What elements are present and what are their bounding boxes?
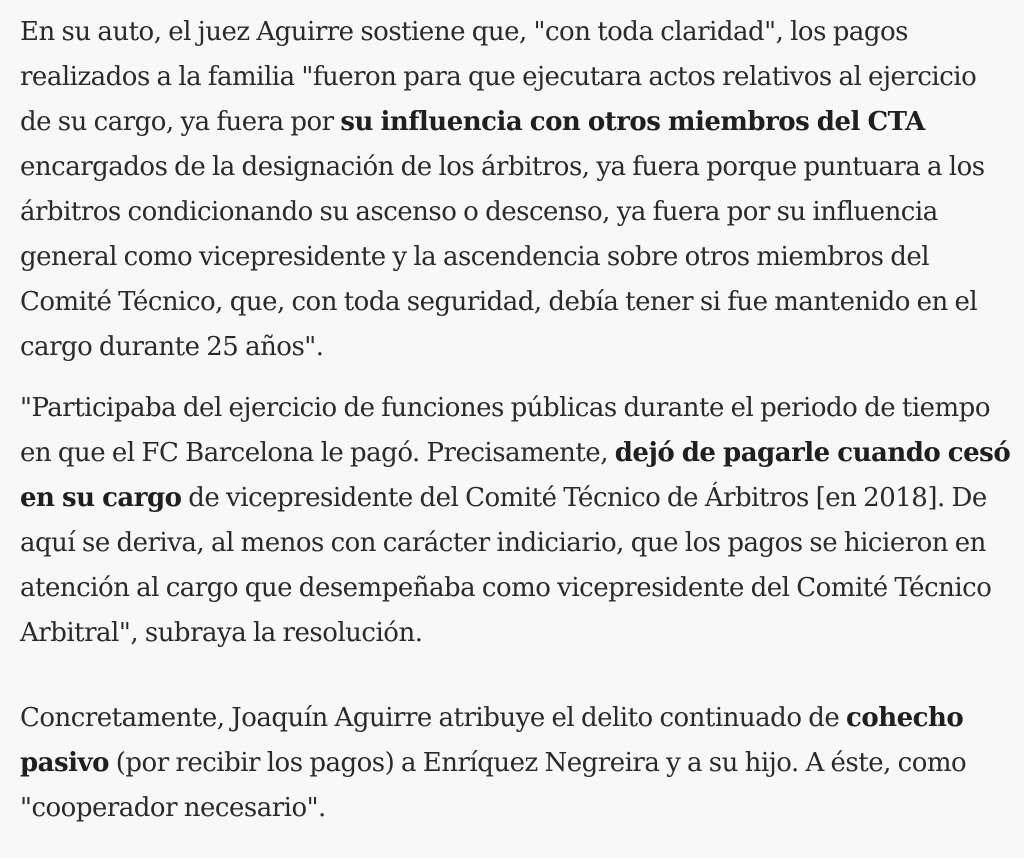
paragraph-judge-statement <box>20 10 1014 370</box>
paragraph-text: encargados de la designación de los árbitros, ya fuera porque puntuara a los árbitros condicionando su ascenso o descenso, ya fuera por su influencia general como vicepresidente y la ascendencia sobre otros miembros del Comité Técnico, que, con toda seguridad, debía tener si fue mantenido en el cargo durante 25 años". <box>20 152 985 362</box>
paragraph-text: "Participaba del ejercicio de funciones públicas durante el periodo de tiempo en que el FC Barcelona le pagó. Precisamente, <box>20 393 990 468</box>
paragraph-text: Concretamente, Joaquín Aguirre atribuye el delito continuado de <box>20 703 847 733</box>
bold-highlight-stopped-paying: dejó de pagarle cuando cesó en su cargo <box>20 438 1011 513</box>
bold-highlight-cta-influence: su influencia con otros miembros del CTA <box>340 107 925 137</box>
paragraph-resolution-quote <box>20 386 1014 656</box>
bold-highlight-cohecho-pasivo: cohecho pasivo <box>20 703 964 778</box>
paragraph-text: En su auto, el juez Aguirre sostiene que, "con toda claridad", los pagos realizados a la familia "fueron para que ejecutara actos relativos al ejercicio de su cargo, ya fuera por <box>20 17 977 137</box>
paragraph-text: de vicepresidente del Comité Técnico de Árbitros [en 2018]. De aquí se deriva, al menos con carácter indiciario, que los pagos se hicieron en atención al cargo que desempeñaba como vicepresidente del Comité Técnico Arbitral", subraya la resolución. <box>20 483 992 648</box>
paragraph-text: (por recibir los pagos) a Enríquez Negreira y a su hijo. A éste, como "cooperador necesario". <box>20 748 967 823</box>
paragraph-charges <box>20 696 1014 831</box>
